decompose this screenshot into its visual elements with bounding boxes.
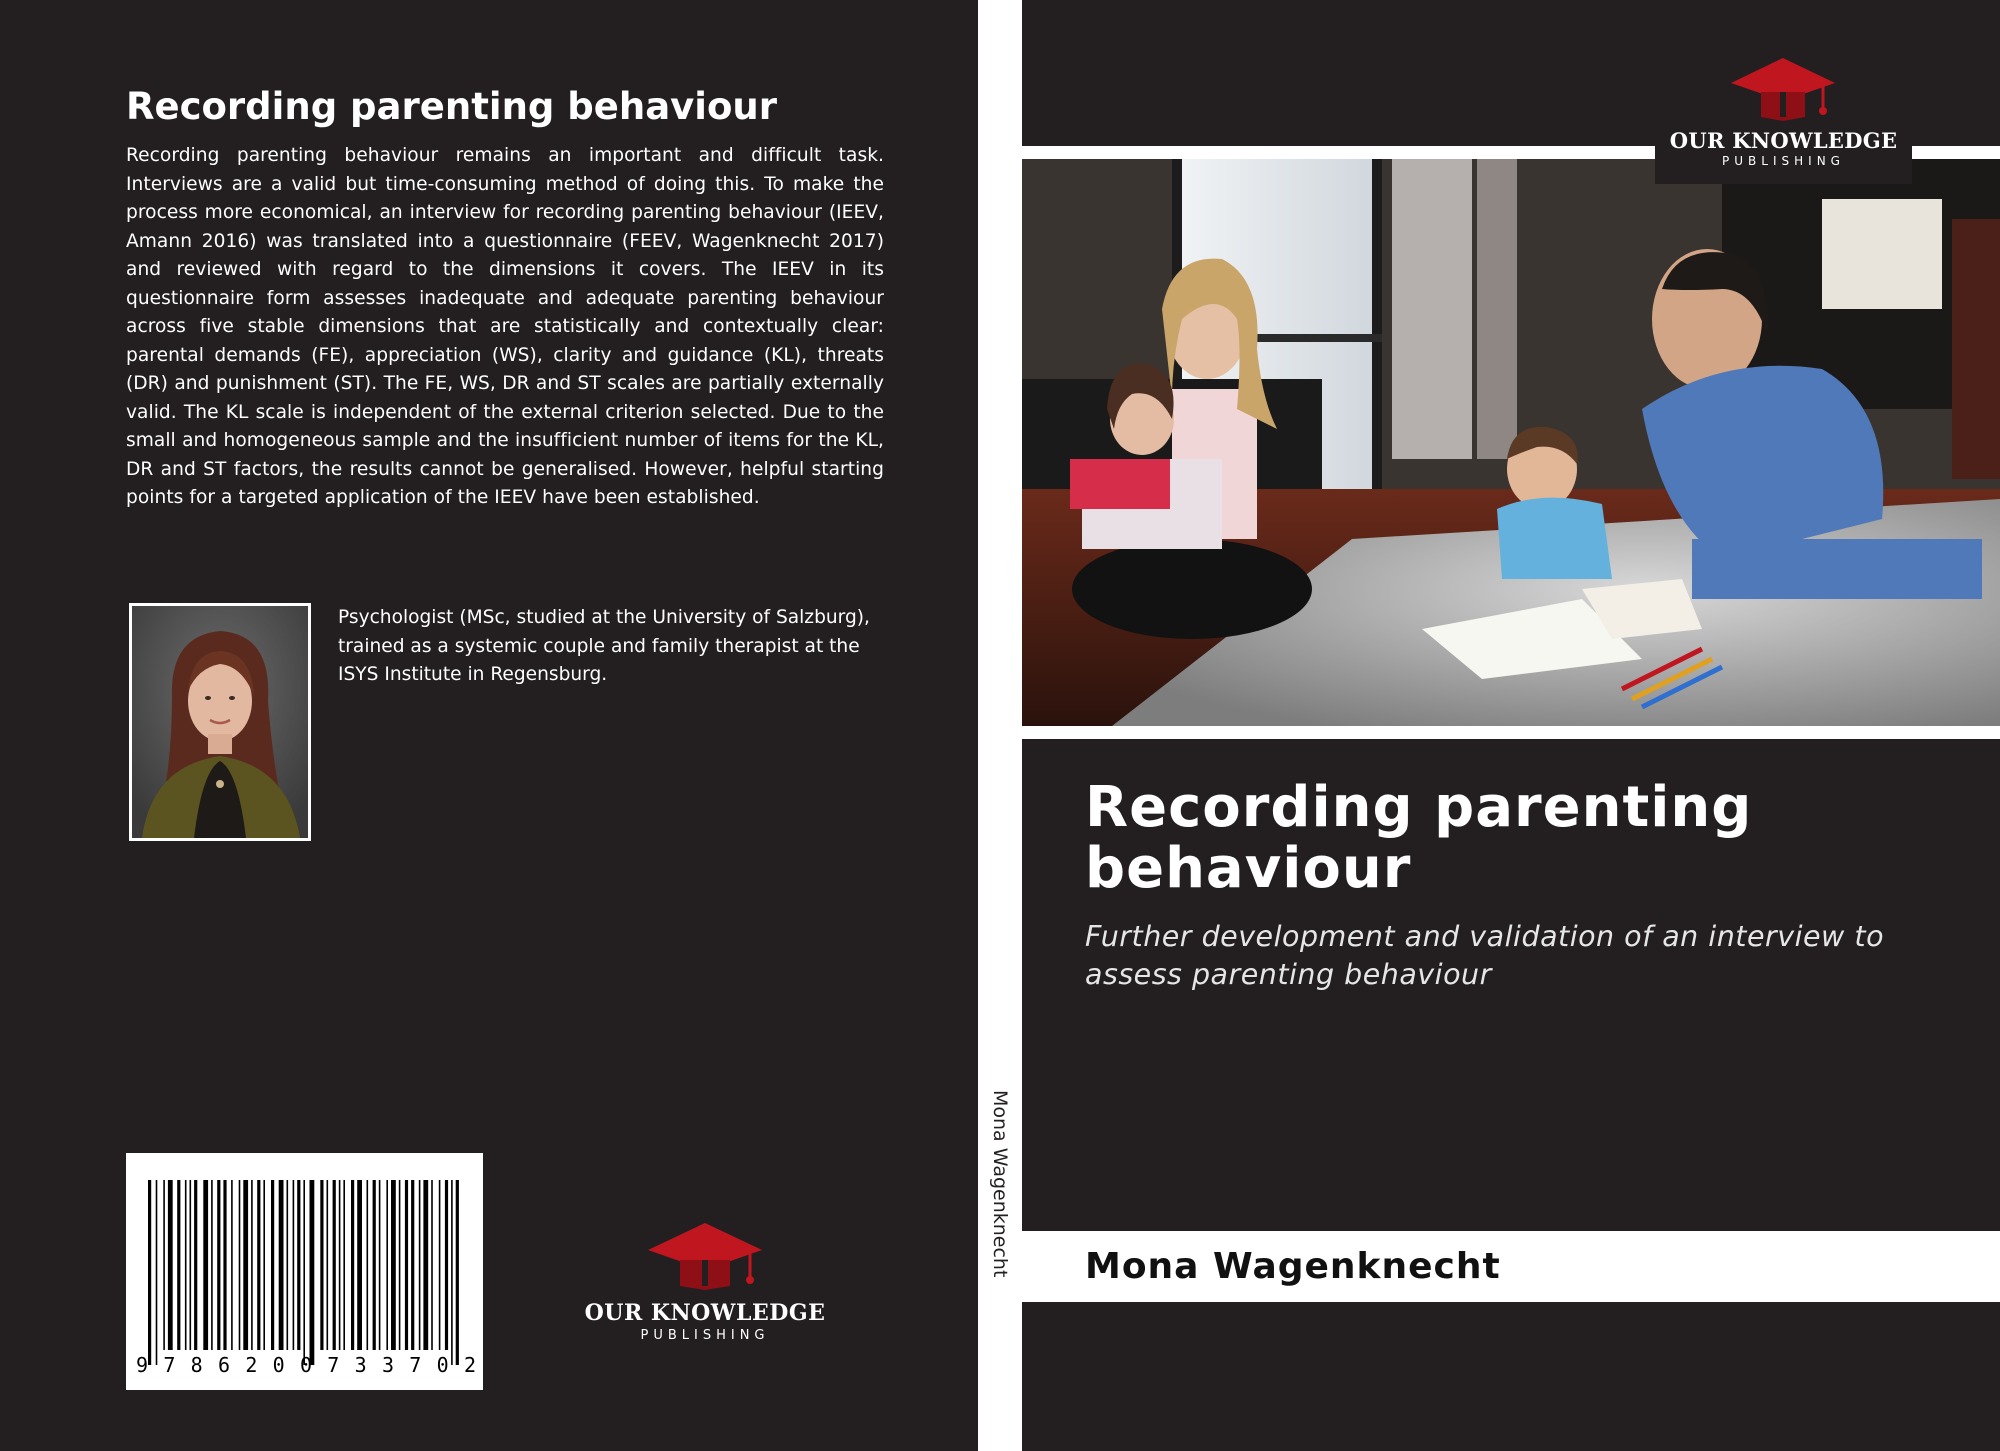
front-publisher-logo: [1655, 30, 1912, 184]
back-cover-blurb: Recording parenting behaviour remains an important and difficult task. Interviews are a valid but time-consuming method of doing this. To make the process more economical, an interview for recording parenting behaviour (IEEV, Amann 2016) was translated into a questionnaire (FEEV, Wagenknecht 2017) and reviewed with regard to the dimensions it covers. The IEEV in its questionnaire form assesses inadequate and adequate parenting behaviour across five stable dimensions that are statistically and contextually clear: parental demands (FE), appreciation (WS), clarity and guidance (KL), threats (DR) and punishment (ST). The FE, WS, DR and ST scales are partially externally valid. The KL scale is independent of the external criterion selected. Due to the small and homogeneous sample and the insufficient number of items for the KL, DR and ST factors, the results cannot be generalised. However, helpful starting points for a targeted application of the IEEV have been established.: [126, 145, 884, 508]
graduation-cap-logo-icon: [580, 1220, 830, 1290]
author-portrait-icon: [132, 606, 308, 838]
isbn-digit: 7: [327, 1353, 340, 1377]
front-cover-title: Recording parenting behaviour: [1085, 775, 1753, 901]
front-cover-author: Mona Wagenknecht: [1085, 1246, 1501, 1287]
spine-author-label: Mona Wagenknecht: [989, 1090, 1011, 1278]
barcode: [126, 1153, 483, 1390]
isbn-digit: 6: [217, 1353, 231, 1377]
isbn-digit: 2: [463, 1353, 476, 1377]
publisher-tagline: PUBLISHING: [1722, 154, 1845, 168]
isbn-digit: 2: [245, 1353, 258, 1377]
front-cover-subtitle: Further development and validation of an interview to assess parenting behaviour: [1085, 920, 1885, 991]
isbn-digit: 0: [272, 1353, 285, 1377]
publisher-name: OUR KNOWLEDGE: [1669, 128, 1898, 153]
spine-author: [978, 1090, 1022, 1300]
isbn-digit: 9: [136, 1353, 149, 1377]
front-bottom-band: [1022, 1302, 2000, 1451]
author-photo: [129, 603, 311, 841]
back-cover-title: Recording parenting behaviour: [126, 85, 777, 128]
front-cover-photo: [1022, 159, 2000, 726]
publisher-tagline: PUBLISHING: [640, 1328, 770, 1343]
author-bio: Psychologist (MSc, studied at the University of Salzburg), trained as a systemic couple and family therapist at the ISYS Institute in Regensburg.: [338, 607, 870, 685]
isbn-digit: 7: [163, 1353, 176, 1377]
isbn-digit: 0: [436, 1353, 449, 1377]
back-publisher-logo: [580, 1220, 830, 1345]
isbn-digit: 3: [381, 1353, 394, 1377]
isbn-digit: 7: [409, 1353, 422, 1377]
family-photo-icon: [1022, 159, 2000, 726]
isbn-digit: 8: [190, 1353, 203, 1377]
publisher-name: OUR KNOWLEDGE: [584, 1300, 826, 1326]
graduation-cap-logo-icon: [1655, 55, 1912, 125]
isbn-digit: 0: [299, 1353, 313, 1377]
isbn-digit: 3: [354, 1353, 367, 1377]
isbn-number: [136, 1353, 476, 1377]
